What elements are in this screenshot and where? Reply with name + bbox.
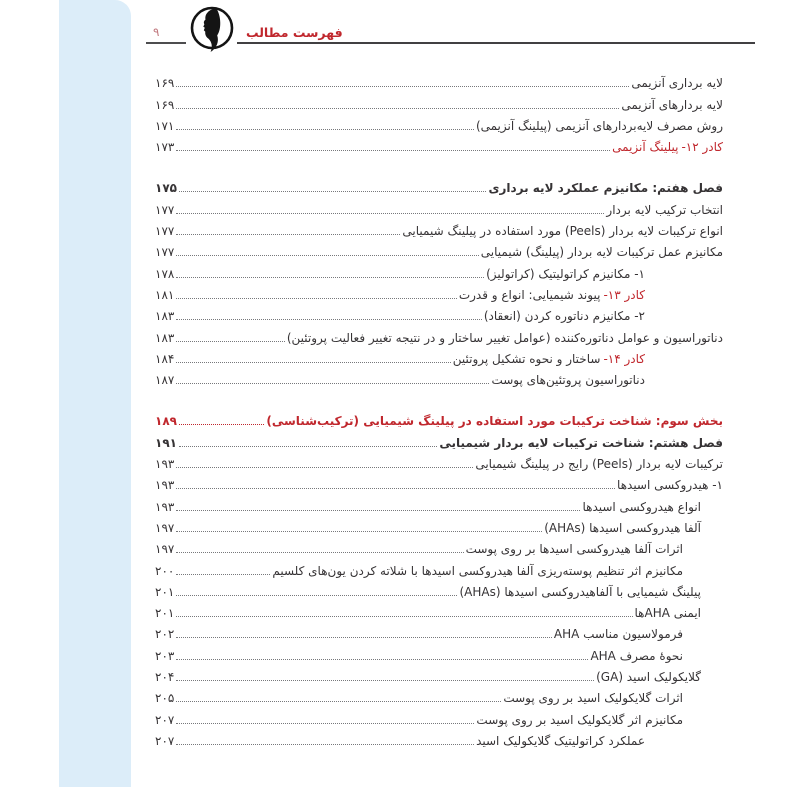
dot-leader	[179, 191, 486, 192]
toc-entry	[155, 685, 723, 706]
toc-entry	[155, 303, 723, 324]
toc-entry-text: گلایکولیک اسید (GA)	[596, 670, 701, 685]
toc-entry-page-number: ۲۰۷	[155, 733, 175, 748]
toc-entry-page-number: ۱۷۳	[155, 140, 175, 155]
toc-entry	[155, 557, 723, 578]
toc-entry-text: عملکرد کراتولیتیک گلایکولیک اسید	[476, 733, 645, 748]
toc-entry-text: ساختار و نحوه تشکیل پروتئین	[452, 351, 601, 366]
toc-entry	[155, 408, 723, 429]
toc-entry-text: اثرات گلایکولیک اسید بر روی پوست	[503, 691, 683, 706]
dot-leader	[176, 467, 473, 468]
dot-leader	[176, 701, 501, 702]
dot-leader	[176, 637, 552, 638]
toc-list	[155, 70, 723, 749]
toc-entry-title	[554, 627, 683, 642]
toc-entry-page-number: ۲۰۳	[155, 648, 175, 663]
toc-entry-title	[266, 414, 723, 429]
toc-entry-text: پیلینگ شیمیایی با آلفاهیدروکسی اسیدها (AHAs)	[459, 584, 701, 599]
toc-entry-page-number: ۲۰۰	[155, 563, 175, 578]
toc-entry-text: دناتوراسیون پروتئین‌های پوست	[491, 373, 645, 388]
toc-entry-page-number: ۱۸۳	[155, 309, 175, 324]
toc-entry	[155, 621, 723, 642]
toc-entry-box-label: کادر ۱۲-	[681, 140, 723, 155]
toc-section-gap	[155, 388, 723, 408]
toc-entry-title	[484, 309, 645, 324]
dot-leader	[176, 341, 285, 342]
dot-leader	[176, 510, 580, 511]
page-margin-band	[59, 0, 131, 787]
toc-entry-text: لایه بردارهای آنزیمی	[621, 97, 723, 112]
toc-entry-text: ۱- مکانیزم کراتولیتیک (کراتولیز)	[486, 266, 645, 281]
toc-entry	[155, 239, 723, 260]
toc-entry	[155, 664, 723, 685]
toc-entry-text: فرمولاسیون مناسب AHA	[553, 627, 683, 642]
dot-leader	[176, 213, 604, 214]
toc-entry-title	[486, 267, 645, 282]
toc-entry-text: اثرات آلفا هیدروکسی اسیدها بر روی پوست	[465, 542, 683, 557]
toc-entry-page-number: ۱۹۱	[155, 435, 177, 450]
dot-leader	[176, 552, 463, 553]
header-rule-left	[146, 42, 186, 44]
toc-entry-page-number: ۱۸۴	[155, 351, 175, 366]
toc-entry-title	[503, 691, 683, 706]
toc-entry-page-number: ۱۹۳	[155, 499, 175, 514]
dot-leader	[176, 659, 588, 660]
toc-entry-title	[606, 203, 723, 218]
toc-entry-text: ترکیبات لایه بردار (Peels) رایج در پیلینگ شیمیایی	[475, 457, 723, 472]
toc-entry	[155, 472, 723, 493]
toc-entry-title	[476, 119, 723, 134]
dot-leader	[176, 108, 619, 109]
toc-entry	[155, 429, 723, 450]
dot-leader	[176, 234, 400, 235]
toc-entry-text: مکانیزم اثر تنظیم پوسته‌ریزی آلفا هیدروکسی اسیدها با شلاته کردن یون‌های کلسیم	[272, 563, 683, 578]
toc-entry-page-number: ۲۰۲	[155, 627, 175, 642]
toc-entry	[155, 91, 723, 112]
dot-leader	[176, 744, 474, 745]
toc-entry-title	[596, 670, 701, 685]
dot-leader	[176, 362, 450, 363]
toc-entry-text: روش مصرف لایه‌بردارهای آنزیمی (پیلینگ آنزیمی)	[475, 118, 723, 133]
dot-leader	[176, 298, 456, 299]
toc-entry	[155, 536, 723, 557]
toc-entry-page-number: ۱۷۱	[155, 118, 175, 133]
toc-entry-page-number: ۱۷۷	[155, 202, 175, 217]
toc-entry-page-number: ۱۸۷	[155, 373, 175, 388]
toc-entry-title	[491, 373, 645, 388]
toc-entry	[155, 70, 723, 91]
toc-entry-text: ایمنی AHAها	[634, 606, 701, 621]
toc-entry-title	[621, 98, 723, 113]
toc-entry-title	[272, 564, 683, 579]
toc-entry	[155, 642, 723, 663]
toc-entry-title	[439, 436, 723, 451]
dot-leader	[176, 150, 610, 151]
toc-entry-title	[631, 76, 723, 91]
toc-entry-title	[453, 352, 645, 367]
toc-entry-text: پیلینگ آنزیمی	[612, 140, 679, 155]
toc-entry	[155, 113, 723, 134]
header-rule	[237, 42, 755, 44]
toc-entry	[155, 493, 723, 514]
toc-entry-title	[481, 245, 723, 260]
toc-entry-title	[635, 606, 702, 621]
dot-leader	[176, 574, 270, 575]
dot-leader	[176, 129, 474, 130]
toc-entry	[155, 282, 723, 303]
toc-entry-page-number: ۱۶۹	[155, 97, 175, 112]
toc-entry-title	[476, 713, 683, 728]
toc-entry-box-label: کادر ۱۳-	[603, 287, 645, 302]
dot-leader	[176, 86, 629, 87]
toc-entry-text: انواع هیدروکسی اسیدها	[582, 499, 701, 514]
toc-entry	[155, 728, 723, 749]
dot-leader	[176, 383, 489, 384]
toc-entry-text: ۱- هیدروکسی اسیدها	[617, 478, 723, 493]
toc-entry-page-number: ۱۹۳	[155, 457, 175, 472]
toc-entry-title	[612, 140, 723, 155]
toc-entry-title	[590, 649, 683, 664]
toc-entry-box-label: کادر ۱۴-	[603, 351, 645, 366]
toc-entry	[155, 324, 723, 345]
dot-leader	[176, 680, 594, 681]
dot-leader	[176, 531, 542, 532]
toc-entry-text: پیوند شیمیایی: انواع و قدرت	[458, 287, 601, 302]
toc-entry	[155, 451, 723, 472]
toc-entry-title	[459, 585, 701, 600]
toc-entry-page-number: ۱۷۷	[155, 245, 175, 260]
dot-leader	[179, 424, 264, 425]
toc-entry	[155, 706, 723, 727]
page-title: فهرست مطالب	[246, 25, 343, 40]
dot-leader	[176, 723, 474, 724]
toc-entry-page-number: ۱۹۳	[155, 478, 175, 493]
toc-entry-page-number: ۲۰۵	[155, 691, 175, 706]
dot-leader	[176, 255, 478, 256]
toc-entry-text: نحوۀ مصرف AHA	[590, 648, 683, 663]
page-number: ۹	[153, 25, 160, 39]
toc-entry-page-number: ۱۷۸	[155, 266, 175, 281]
toc-entry	[155, 175, 723, 196]
toc-entry-text: مکانیزم اثر گلایکولیک اسید بر روی پوست	[476, 712, 683, 727]
toc-entry-text: بخش سوم: شناخت ترکیبات مورد استفاده در پیلینگ شیمیایی (ترکیب‌شناسی)	[266, 414, 723, 429]
toc-entry-page-number: ۲۰۷	[155, 712, 175, 727]
toc-entry-page-number: ۲۰۱	[155, 584, 175, 599]
toc-entry-text: لایه برداری آنزیمی	[631, 76, 723, 91]
toc-entry-text: انتخاب ترکیب لایه بردار	[606, 202, 723, 217]
dot-leader	[176, 488, 615, 489]
toc-entry-title	[466, 542, 683, 557]
toc-entry-page-number: ۱۸۳	[155, 330, 175, 345]
toc-entry-page-number: ۲۰۱	[155, 606, 175, 621]
toc-entry-text: آلفا هیدروکسی اسیدها (AHAs)	[544, 520, 701, 535]
toc-entry-page-number: ۱۷۷	[155, 224, 175, 239]
dot-leader	[176, 616, 632, 617]
toc-entry	[155, 346, 723, 367]
toc-entry-page-number: ۱۸۱	[155, 287, 175, 302]
toc-entry-text: فصل هشتم: شناخت ترکیبات لایه بردار شیمیایی	[439, 435, 723, 450]
toc-entry	[155, 196, 723, 217]
toc-entry-title	[459, 288, 645, 303]
toc-entry-text: فصل هفتم: مکانیزم عملکرد لایه برداری	[488, 181, 723, 196]
toc-entry-title	[287, 331, 723, 346]
toc-entry-page-number: ۱۷۵	[155, 181, 177, 196]
toc-entry	[155, 260, 723, 281]
toc-entry-text: انواع ترکیبات لایه بردار (Peels) مورد استفاده در پیلینگ شیمیایی	[402, 224, 723, 239]
toc-entry	[155, 134, 723, 155]
toc-entry-page-number: ۲۰۴	[155, 670, 175, 685]
toc-entry-text: مکانیزم عمل ترکیبات لایه بردار (پیلینگ) شیمیایی	[480, 245, 723, 260]
toc-entry-text: ۲- مکانیزم دناتوره کردن (انعقاد)	[483, 309, 645, 324]
toc-entry-title	[582, 500, 701, 515]
toc-section-gap	[155, 155, 723, 175]
toc-entry-title	[475, 457, 723, 472]
toc-entry-text: دناتوراسیون و عوامل دناتوره‌کننده (عوامل تغییر ساختار و در نتیجه تغییر فعالیت پروتئین)	[286, 330, 723, 345]
toc-entry	[155, 515, 723, 536]
toc-entry	[155, 367, 723, 388]
toc-entry-page-number: ۱۹۷	[155, 520, 175, 535]
dot-leader	[176, 319, 482, 320]
dot-leader	[176, 277, 484, 278]
toc-entry-page-number: ۱۶۹	[155, 76, 175, 91]
toc-entry	[155, 579, 723, 600]
toc-entry-page-number: ۱۹۷	[155, 542, 175, 557]
toc-entry-title	[402, 224, 723, 239]
dot-leader	[179, 446, 437, 447]
toc-entry	[155, 218, 723, 239]
toc-entry-page-number: ۱۸۹	[155, 414, 177, 429]
toc-entry-title	[488, 181, 723, 196]
publisher-logo-icon	[186, 4, 238, 56]
toc-entry-title	[617, 478, 723, 493]
dot-leader	[176, 595, 457, 596]
toc-entry	[155, 600, 723, 621]
toc-entry-title	[544, 521, 701, 536]
toc-entry-title	[476, 734, 645, 749]
